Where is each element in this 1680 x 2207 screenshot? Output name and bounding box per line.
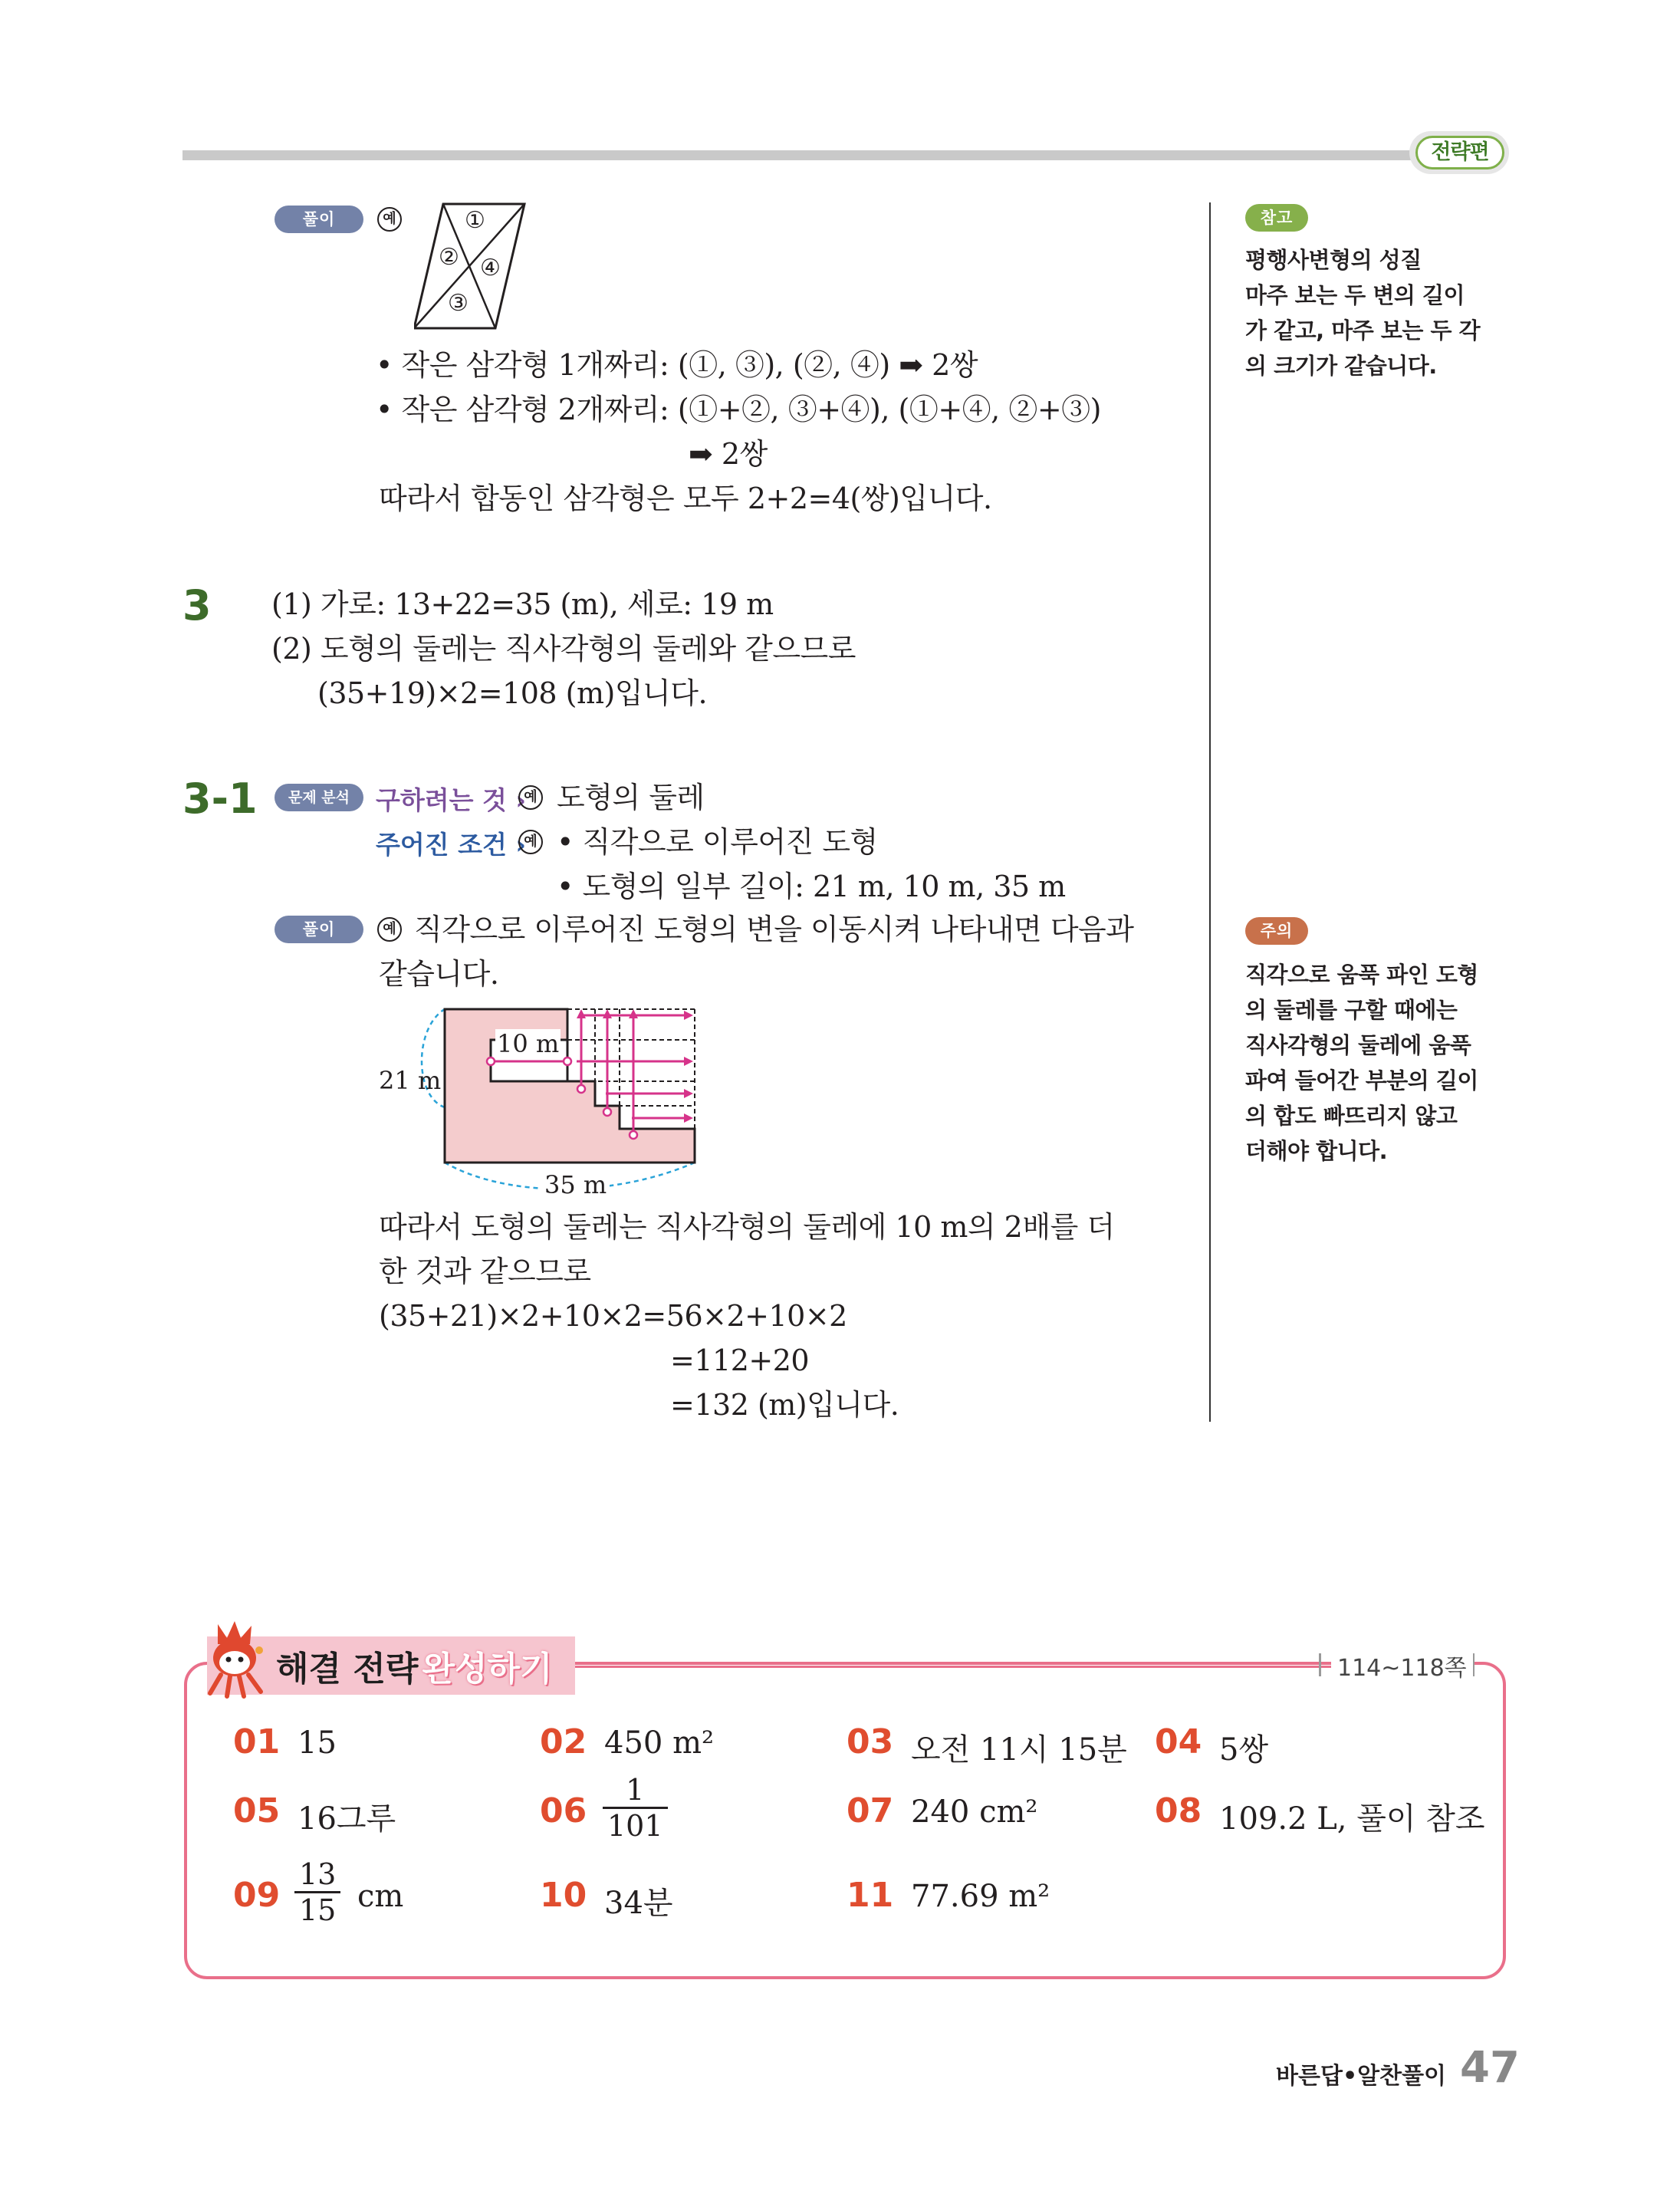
answer-number: 02 bbox=[540, 1722, 587, 1761]
text-line: 도형의 둘레 bbox=[557, 781, 705, 814]
answers-title-rule bbox=[575, 1666, 1380, 1668]
example-mark: 예 bbox=[518, 785, 543, 810]
answer-value: 15 bbox=[298, 1725, 337, 1761]
analysis-pill: 문제 분석 bbox=[275, 784, 363, 811]
region-mark-4: ④ bbox=[480, 255, 501, 281]
caution-line: 파여 들어간 부분의 길이 bbox=[1245, 1067, 1478, 1094]
caution-pill: 주의 bbox=[1245, 917, 1308, 945]
text-line: =132 (m)입니다. bbox=[670, 1388, 899, 1422]
section-tag: 전략편 bbox=[1415, 136, 1504, 169]
answer-number: 08 bbox=[1155, 1791, 1202, 1830]
figure-label: 35 m bbox=[541, 1170, 610, 1199]
caution-line: 의 합도 빠뜨리지 않고 bbox=[1245, 1103, 1458, 1129]
column-divider bbox=[1209, 202, 1211, 1422]
region-mark-1: ① bbox=[465, 207, 485, 234]
answer-value: 109.2 L, 풀이 참조 bbox=[1219, 1801, 1485, 1837]
problem-number: 3-1 bbox=[182, 775, 258, 823]
header-rule bbox=[182, 150, 1425, 160]
figure-label: 21 m bbox=[379, 1066, 442, 1095]
example-mark: 예 bbox=[377, 207, 402, 232]
caution-line: 더해야 합니다. bbox=[1245, 1138, 1388, 1164]
region-mark-3: ③ bbox=[448, 290, 468, 317]
pages-bracket-left bbox=[1319, 1653, 1321, 1676]
answer-number: 01 bbox=[233, 1722, 281, 1761]
answer-value: 240 cm² bbox=[911, 1794, 1038, 1830]
text-line: (2) 도형의 둘레는 직사각형의 둘레와 같으므로 bbox=[271, 632, 856, 666]
text-line: (35+21)×2+10×2=56×2+10×2 bbox=[379, 1299, 847, 1333]
answer-value: 16그루 bbox=[298, 1801, 396, 1837]
note-line: 마주 보는 두 변의 길이 bbox=[1245, 282, 1465, 308]
answer-number: 09 bbox=[233, 1876, 281, 1915]
example-mark: 예 bbox=[377, 917, 402, 942]
answer-value: 5쌍 bbox=[1219, 1732, 1269, 1768]
text-line: 직각으로 이루어진 도형의 변을 이동시켜 나타내면 다음과 bbox=[414, 913, 1134, 946]
text-line: • 작은 삼각형 2개짜리: (①+②, ③+④), (①+④, ②+③) bbox=[376, 393, 1102, 426]
note-pill: 참고 bbox=[1245, 204, 1308, 232]
text-line: =112+20 bbox=[670, 1344, 810, 1377]
caution-line: 직각으로 움푹 파인 도형 bbox=[1245, 962, 1478, 988]
solution-pill: 풀이 bbox=[275, 916, 363, 943]
find-label: 구하려는 것 › bbox=[376, 785, 526, 815]
fraction-denominator: 101 bbox=[607, 1809, 663, 1843]
text-line: • 작은 삼각형 1개짜리: (①, ③), (②, ④) ➡ 2쌍 bbox=[376, 348, 978, 382]
note-title: 평행사변형의 성질 bbox=[1245, 247, 1422, 273]
answer-number: 05 bbox=[233, 1791, 281, 1830]
text-line: 따라서 도형의 둘레는 직사각형의 둘레에 10 m의 2배를 더 bbox=[379, 1210, 1115, 1244]
text-line: ➡ 2쌍 bbox=[689, 437, 768, 471]
answer-number: 04 bbox=[1155, 1722, 1202, 1761]
text-line: (35+19)×2=108 (m)입니다. bbox=[317, 676, 708, 710]
answer-value: 34분 bbox=[604, 1886, 673, 1921]
answer-number: 06 bbox=[540, 1791, 587, 1830]
page-number: 47 bbox=[1460, 2043, 1520, 2093]
stair-shape-diagram bbox=[414, 997, 705, 1196]
answer-unit: cm bbox=[357, 1879, 404, 1914]
answer-fraction bbox=[603, 1773, 668, 1843]
text-line: 따라서 합동인 삼각형은 모두 2+2=4(쌍)입니다. bbox=[379, 482, 992, 515]
answer-fraction bbox=[294, 1857, 340, 1927]
answer-number: 07 bbox=[847, 1791, 894, 1830]
given-label: 주어진 조건 › bbox=[376, 830, 526, 860]
fraction-numerator: 1 bbox=[603, 1773, 668, 1809]
footer-label: 바른답•알찬풀이 bbox=[1276, 2063, 1447, 2090]
answer-number: 11 bbox=[847, 1876, 894, 1915]
example-mark: 예 bbox=[518, 830, 543, 854]
fraction-numerator: 13 bbox=[294, 1857, 340, 1893]
mascot-icon bbox=[196, 1617, 273, 1702]
text-line: (1) 가로: 13+22=35 (m), 세로: 19 m bbox=[271, 587, 774, 621]
note-line: 가 같고, 마주 보는 두 각 bbox=[1245, 317, 1481, 344]
answers-title: 해결 전략 완성하기 bbox=[276, 1649, 553, 1689]
problem-number: 3 bbox=[182, 581, 212, 630]
text-line: 한 것과 같으므로 bbox=[379, 1255, 591, 1288]
text-line: • 직각으로 이루어진 도형 bbox=[557, 825, 878, 859]
answers-page-range: 114~118쪽 bbox=[1331, 1649, 1473, 1682]
note-line: 의 크기가 같습니다. bbox=[1245, 353, 1437, 379]
region-mark-2: ② bbox=[439, 244, 459, 271]
answer-number: 10 bbox=[540, 1876, 587, 1915]
text-line: 같습니다. bbox=[379, 957, 499, 991]
fraction-denominator: 15 bbox=[299, 1893, 337, 1927]
figure-label: 10 m bbox=[497, 1029, 560, 1058]
caution-line: 의 둘레를 구할 때에는 bbox=[1245, 997, 1458, 1023]
text-line: • 도형의 일부 길이: 21 m, 10 m, 35 m bbox=[557, 870, 1066, 903]
answer-number: 03 bbox=[847, 1722, 894, 1761]
answer-value: 77.69 m² bbox=[911, 1879, 1050, 1914]
caution-line: 직사각형의 둘레에 움푹 bbox=[1245, 1032, 1471, 1058]
answer-value: 오전 11시 15분 bbox=[911, 1732, 1127, 1768]
solution-pill: 풀이 bbox=[275, 206, 363, 233]
answer-value: 450 m² bbox=[604, 1725, 715, 1761]
